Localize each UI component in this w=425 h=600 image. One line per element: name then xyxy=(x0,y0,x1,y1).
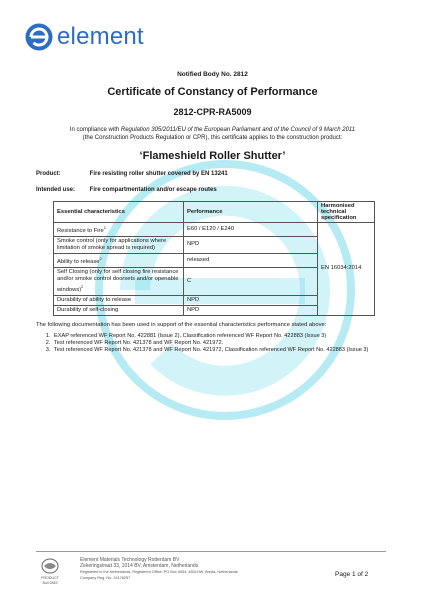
header-characteristics: Essential characteristics xyxy=(54,202,184,223)
table-row: Ability to release$^2$ released xyxy=(54,253,375,267)
certificate-number: 2812-CPR-RA5009 xyxy=(173,107,252,117)
table-row: Resistance to Fire$^1$ E60 / E120 / E240 EN 16034:2014 xyxy=(54,223,375,237)
footer-divider xyxy=(36,551,386,552)
svg-text:Bull 2849: Bull 2849 xyxy=(42,581,58,585)
list-item: 1. EXAP referenced WF Report No. 422881 (Issue 2), Classification referenced WF Report No. 422883 (Issue 3) xyxy=(52,333,402,340)
footer-company: Element Materials Technology Rotterdam BV xyxy=(80,557,180,563)
header-performance: Performance xyxy=(184,202,318,223)
product-row xyxy=(36,171,228,177)
element-logo-icon xyxy=(25,23,53,51)
footer-company-reg: Company Reg. No. 24178257 xyxy=(80,576,131,580)
intended-use-label: Intended use: xyxy=(36,187,76,193)
table-row: Self Closing (only for self closing fire resistance and/or smoke control doorsets and/or openable windows)$^2$ C xyxy=(54,267,375,295)
intended-use-row xyxy=(36,187,217,193)
list-item: 3. Test referenced WF Report No. 421378 and WF Report No. 421972, Classification referenced WF Report No. 422883 (Issue 3) xyxy=(52,347,402,354)
header-specification: Harmonised technical specification xyxy=(318,202,375,223)
product-certification-seal-icon xyxy=(38,558,62,586)
product-label: Product: xyxy=(36,171,61,177)
specification-cell: EN 16034:2014 xyxy=(318,223,375,316)
footer-street: Zekeringstraat 33, 1014 BV, Amsterdam, Netherlands xyxy=(80,563,199,569)
header-logo xyxy=(25,22,144,52)
product-value: Fire resisting roller shutter covered by EN 13241 xyxy=(89,171,228,177)
references-list xyxy=(36,333,402,354)
logo-text: element xyxy=(57,23,144,50)
svg-text:PRODUCT: PRODUCT xyxy=(41,576,59,580)
product-name: ‘Flameshield Roller Shutter’ xyxy=(139,150,286,162)
intended-use-value: Fire compartmentation and/or escape routes xyxy=(89,187,217,193)
table-row: Durability of ability to release NPD xyxy=(54,295,375,305)
notified-body: Notified Body No. 2812 xyxy=(177,71,248,78)
table-header-row xyxy=(54,202,375,223)
table-row: Smoke control (only for applications where limitation of smoke spread is required) NPD xyxy=(54,236,375,253)
footer-registered: Registered in the Netherlands. Registered Office: PO Box 6054, 4801HW, Breda, Netherlands xyxy=(80,570,238,574)
page-number: Page 1 of 2 xyxy=(335,571,369,578)
footer-address xyxy=(80,557,238,581)
list-item: 2. Test referenced WF Report No. 421378 and WF Report No. 421972. xyxy=(52,340,402,347)
compliance-statement: In compliance with Regulation 305/2011/EU of the European Parliament and of the Council of 9 March 2011 (the Construction Products Regulation or CPR), this certificate applies to the construction product: xyxy=(69,127,356,141)
certificate-title: Certificate of Constancy of Performance xyxy=(107,86,318,98)
table-row: Durability of self-closing NPD xyxy=(54,305,375,315)
performance-table xyxy=(53,201,375,316)
supporting-documentation-text: The following documentation has been used in support of the essential characteristics performance stated above: xyxy=(36,322,327,328)
